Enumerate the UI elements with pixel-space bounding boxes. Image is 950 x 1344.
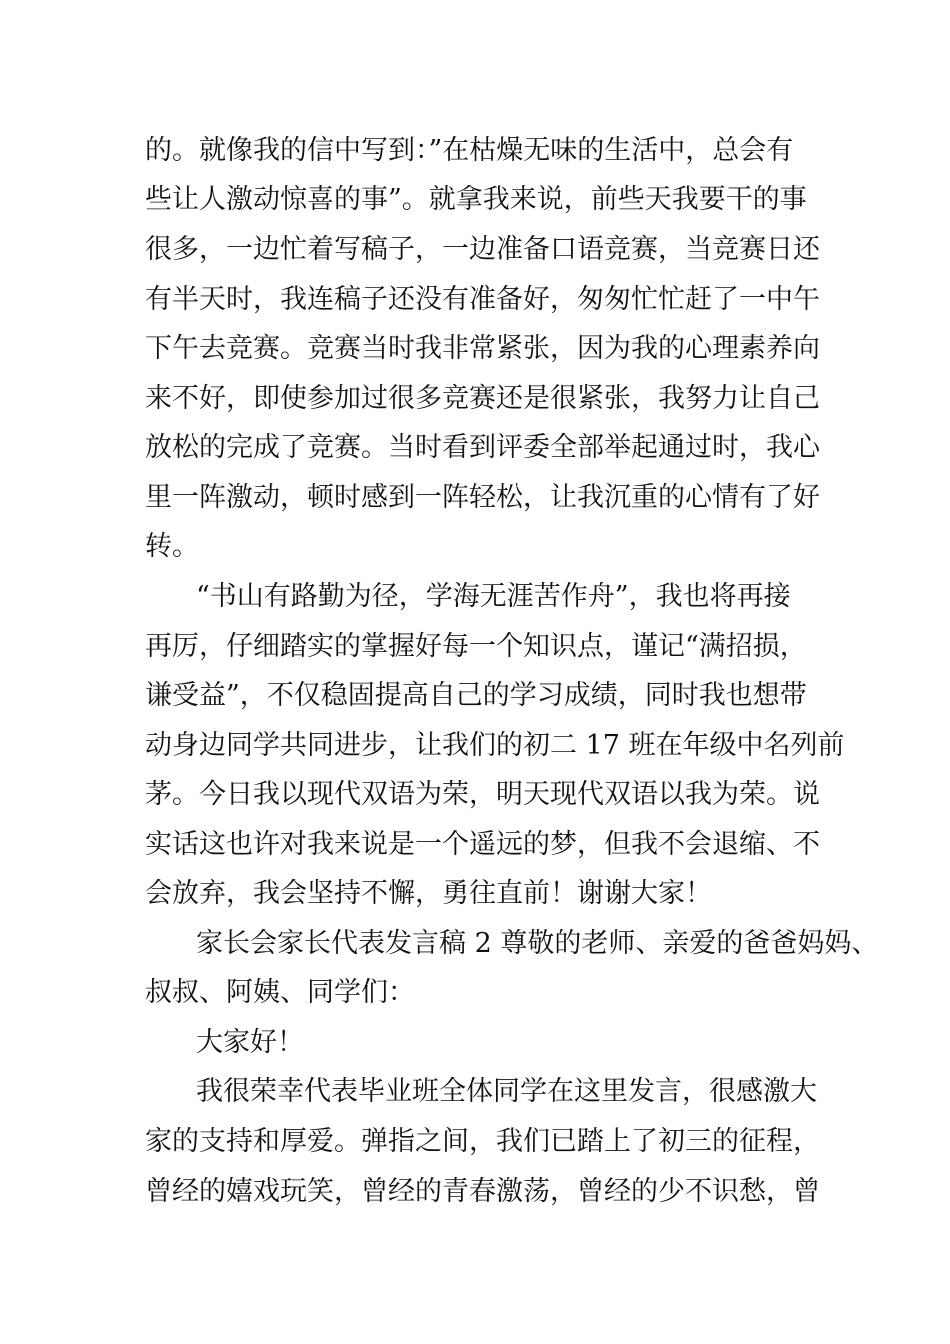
text-line: 很多，一边忙着写稿子，一边准备口语竞赛，当竞赛日还 <box>145 234 820 265</box>
text-line: 家长会家长代表发言稿 2 尊敬的老师、亲爱的爸爸妈妈、 <box>196 928 879 959</box>
text-line: 下午去竞赛。竞赛当时我非常紧张，因为我的心理素养向 <box>145 333 820 364</box>
text-line: 茅。今日我以现代双语为荣，明天现代双语以我为荣。说 <box>145 779 820 810</box>
text-line: 大家好！ <box>196 1027 304 1058</box>
text-line: 会放弃，我会坚持不懈，勇往直前！谢谢大家！ <box>145 878 712 909</box>
text-line: 动身边同学共同进步，让我们的初二 17 班在年级中名列前 <box>145 730 845 761</box>
text-line: 谦受益”，不仅稳固提高自己的学习成绩，同时我也想带 <box>145 680 807 711</box>
text-line: 我很荣幸代表毕业班全体同学在这里发言，很感激大 <box>196 1076 817 1107</box>
text-line: 有半天时，我连稿子还没有准备好，匆匆忙忙赶了一中午 <box>145 284 820 315</box>
text-line: 里一阵激动，顿时感到一阵轻松，让我沉重的心情有了好 <box>145 482 820 513</box>
text-line: 放松的完成了竞赛。当时看到评委全部举起通过时，我心 <box>145 432 820 463</box>
text-line: 转。 <box>145 531 199 562</box>
text-line: 些让人激动惊喜的事”。就拿我来说，前些天我要干的事 <box>145 184 807 215</box>
text-line: 的。就像我的信中写到：”在枯燥无味的生活中，总会有 <box>145 135 794 166</box>
text-line: 再厉，仔细踏实的掌握好每一个知识点，谨记“满招损， <box>145 631 807 662</box>
text-line: 实话这也许对我来说是一个遥远的梦，但我不会退缩、不 <box>145 829 820 860</box>
text-line: 来不好，即使参加过很多竞赛还是很紧张，我努力让自己 <box>145 383 820 414</box>
text-line: “书山有路勤为径，学海无涯苦作舟”，我也将再接 <box>196 581 791 612</box>
text-line: 叔叔、阿姨、同学们： <box>145 977 415 1008</box>
text-line: 曾经的嬉戏玩笑，曾经的青春激荡，曾经的少不识愁，曾 <box>145 1176 820 1207</box>
text-line: 家的支持和厚爱。弹指之间，我们已踏上了初三的征程， <box>145 1126 820 1157</box>
